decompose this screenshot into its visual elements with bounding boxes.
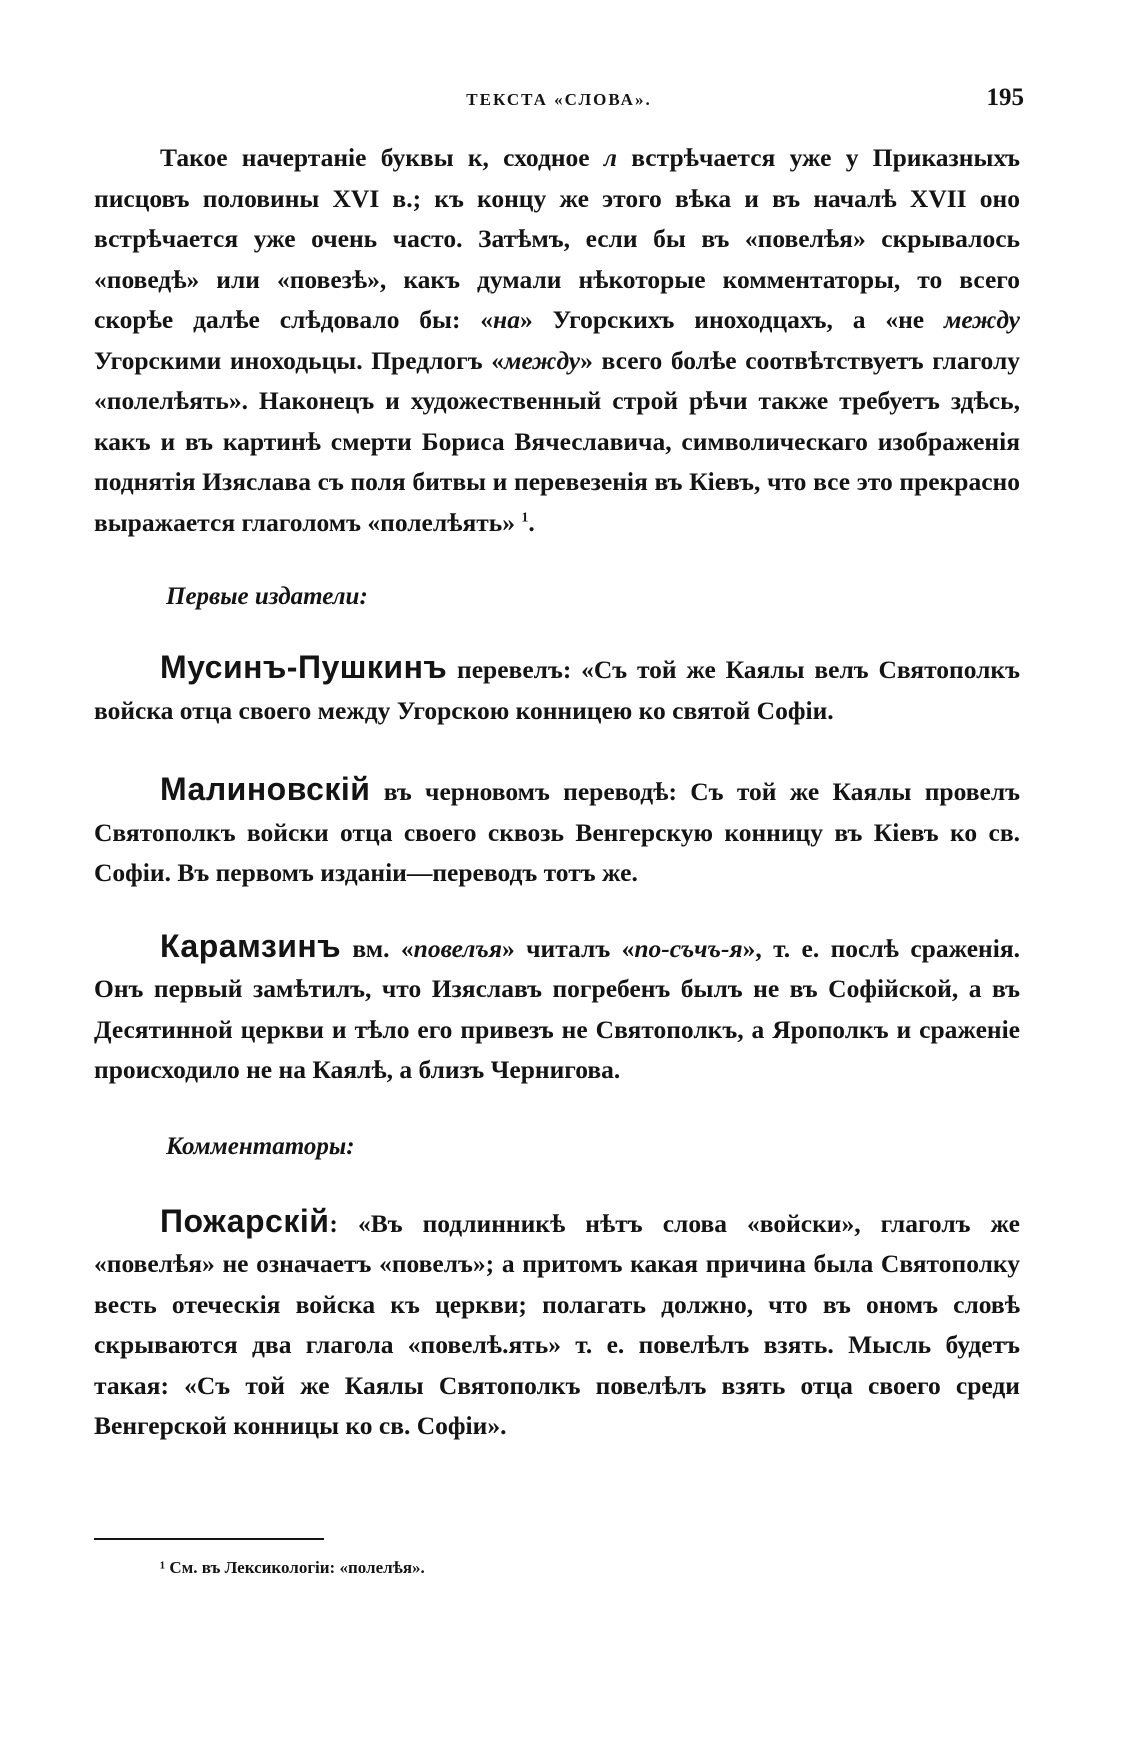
entry-pozharsky <box>94 1201 1020 1447</box>
entry-karamzin <box>94 926 1020 1091</box>
footnote-reference[interactable]: 1 <box>521 510 529 525</box>
intro-emphasis-3: между <box>504 345 581 375</box>
entry-text-musin-pushkin: перевелъ: «Съ той же Каялы велъ Святополкъ войска отца своего между Угорскою конницею ко святой Софіи. <box>94 655 1020 725</box>
entry-text-karamzin-3: », т. е. послѣ сраженія. Онъ первый замѣтилъ, что Изяславъ погребенъ былъ не въ Софійской, а въ Десятинной церкви и тѣло его привезъ не Святополкъ, а Ярополкъ и сраженіе происходило не на Каялѣ, а близъ Чернигова. <box>94 933 1020 1084</box>
section-label-commentators: Комментаторы: <box>166 1132 355 1160</box>
letter-glyph: л <box>603 143 617 172</box>
entry-text-malinovsky: въ черновомъ переводѣ: Съ той же Каялы провелъ Святополкъ войски отца своего сквозь Венгерскую конницу въ Кіевъ ко св. Софіи. Въ первомъ изданіи—переводъ тотъ же. <box>94 777 1020 887</box>
author-name-pozharsky: Пожарскій <box>160 1202 330 1239</box>
intro-text-3: » Угорскихъ иноходцахъ, а «не <box>519 305 944 334</box>
running-head <box>94 84 1024 114</box>
entry-emphasis-karamzin-1: повелъя <box>413 933 502 963</box>
entry-emphasis-karamzin-2: по-съчъ-я <box>634 933 743 963</box>
section-label-publishers: Первые издатели: <box>166 583 368 610</box>
author-name-malinovsky: Малиновскій <box>160 771 371 807</box>
entry-musin-pushkin <box>94 647 1020 731</box>
intro-paragraph <box>94 138 1020 543</box>
entry-text-karamzin-2: » читалъ « <box>502 933 635 963</box>
running-title: ТЕКСТА «СЛОВА». <box>466 90 652 109</box>
author-name-karamzin: Карамзинъ <box>160 927 342 964</box>
intro-emphasis-2: между <box>943 305 1021 334</box>
author-name-musin-pushkin: Мусинъ-Пушкинъ <box>160 649 448 685</box>
entry-malinovsky <box>94 769 1020 894</box>
intro-text-6: . <box>528 507 535 537</box>
intro-text-2: встрѣчается уже у Приказныхъ писцовъ половины XVI в.; къ концу же этого вѣка и въ началѣ XVII оно встрѣчается уже очень часто. Затѣмъ, если бы въ «повелѣя» скрывалось «поведѣ» или «повезѣ», какъ думали нѣкоторые комментаторы, то всего скорѣе далѣе слѣдовало бы: « <box>94 143 1020 334</box>
intro-text-1: Такое начертаніе буквы к, сходное <box>160 143 604 172</box>
page-number: 195 <box>986 84 1024 111</box>
intro-text-4: Угорскими иноходьцы. Предлогъ « <box>94 345 505 375</box>
intro-emphasis-1: на <box>493 305 520 334</box>
footnote-divider <box>94 1538 324 1540</box>
body-text <box>94 138 1020 1447</box>
intro-text-5: » всего болѣе соотвѣтствуетъ глаголу «полелѣять». Наконецъ и художественный строй рѣчи также требуетъ здѣсь, какъ и въ картинѣ смерти Бориса Вячеславича, символическаго изображенія поднятія Изяслава съ поля битвы и перевезенія въ Кіевъ, что все это прекрасно выражается глаголомъ «полелѣять» <box>94 345 1020 537</box>
entry-text-pozharsky: : «Въ подлинникѣ нѣтъ слова «войски», глаголъ же «повелѣя» не означаетъ «повелъ»; а притомъ какая причина была Святополку весть отеческія войска къ церкви; полагать должно, что въ ономъ словѣ скрываются два глагола «повелѣ.ять» т. е. повелѣлъ взять. Мысль будетъ такая: «Съ той же Каялы Святополкъ повелѣлъ взять отца своего среди Венгерской конницы ко св. Софіи». <box>94 1208 1020 1440</box>
footnote: ¹ См. въ Лексикологіи: «полелѣя». <box>160 1558 425 1577</box>
entry-text-karamzin-1: вм. « <box>341 933 414 963</box>
